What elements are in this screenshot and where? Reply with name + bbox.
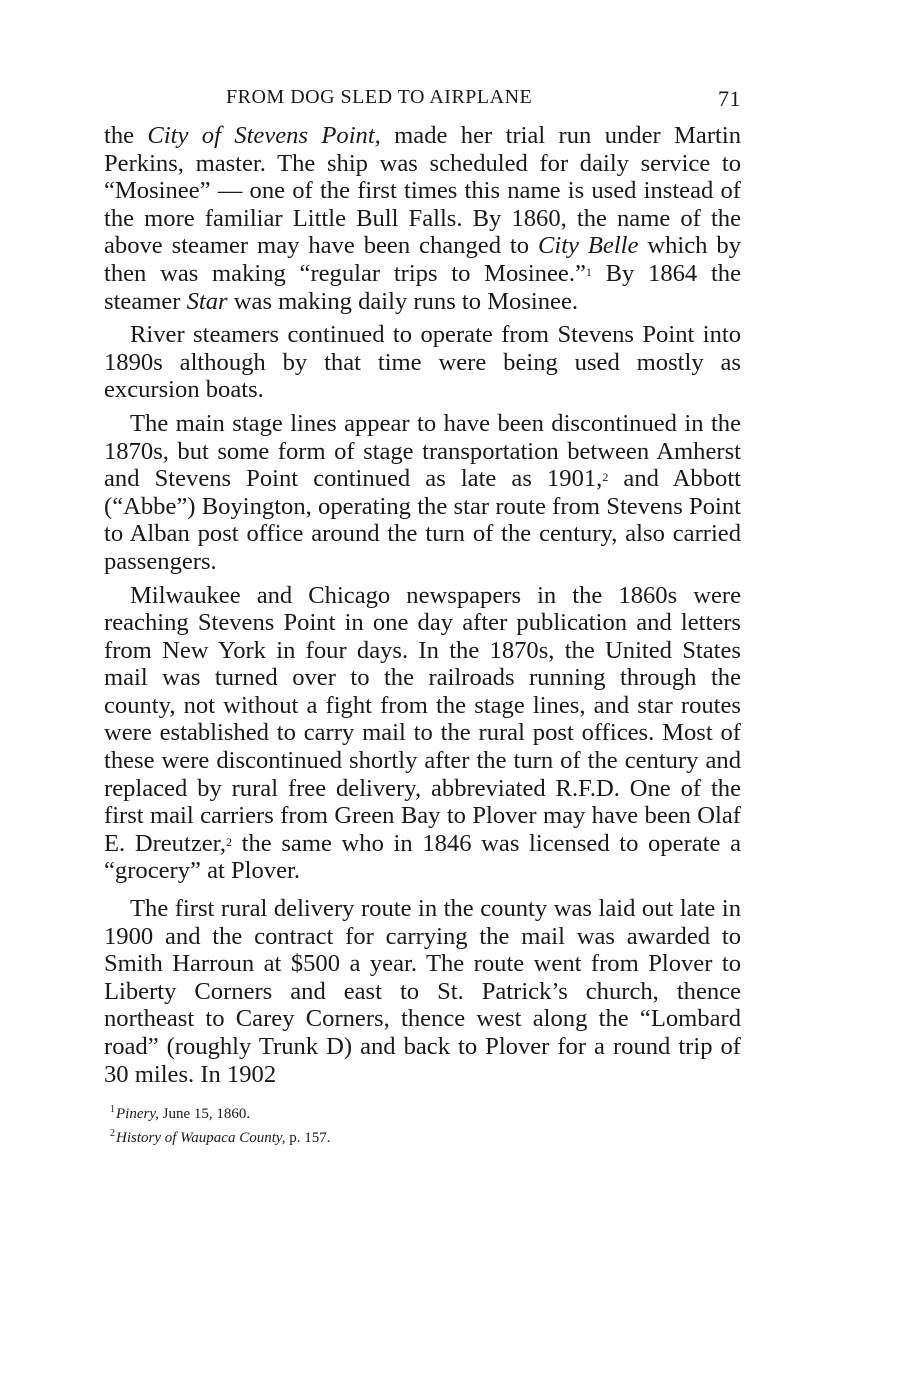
page-number: 71 — [718, 86, 741, 111]
text-run: which by then was making “regular trips to Mosinee.” — [104, 232, 742, 287]
footnote-marker: 1 — [585, 264, 592, 279]
body-text — [104, 122, 741, 1088]
paragraph-3 — [104, 410, 741, 576]
text-run: The main stage lines appear to have been discontinued in the 1870s, but some form of stage transportation between Amherst and Stevens Point continued as late as 1901, — [104, 409, 741, 493]
text-run: made her trial run under Martin Perkins, master. The ship was scheduled for daily service to “Mosinee” — one of the first times this name is used instead of the more familiar Little Bull Falls. By 1860, the name of the above steamer may have been changed to — [104, 122, 741, 260]
footnote-number: 2 — [110, 1128, 115, 1140]
text-run: Milwaukee and Chicago newspapers in the 1860s were reaching Stevens Point in one day after publication and letters from New York in four days. In the 1870s, the United States mail was turned over to the railroads running through the county, not without a fight from the stage lines, and star routes were established to carry mail to the rural post offices. Most of these were discontinued shortly after the turn of the century and replaced by rural free delivery, abbreviated R.F.D. One of the first mail carriers from Green Bay to Plover may have been Olaf E. Dreutzer, — [104, 581, 741, 857]
footnote-source-title: History of Waupaca County, — [116, 1130, 286, 1147]
ship-name-italic: City of Stevens Point, — [147, 122, 381, 149]
footnote-marker: 2 — [226, 834, 233, 849]
footnotes — [104, 1100, 741, 1148]
paragraph-2: River steamers continued to operate from Stevens Point into 1890s although by that time were being used mostly as excursion boats. — [104, 321, 741, 404]
text-run: the same who in 1846 was licensed to operate a “grocery” at Plover. — [104, 829, 741, 885]
ship-name-italic: City Belle — [537, 232, 639, 260]
footnote-1 — [110, 1100, 741, 1124]
text-run: and Abbott (“Abbe”) Boyington, operating the star route from Stevens Point to Alban post office around the turn of the century, also carried passengers. — [104, 465, 741, 575]
footnote-2 — [110, 1124, 741, 1148]
footnote-marker: 2 — [602, 470, 609, 485]
footnote-text: June 15, 1860. — [158, 1106, 251, 1123]
footnote-source-title: Pinery, — [116, 1106, 159, 1123]
footnote-number: 1 — [110, 1104, 115, 1116]
footnote-text: p. 157. — [285, 1130, 331, 1147]
text-run: By 1864 the steamer — [104, 259, 741, 315]
running-head — [104, 86, 741, 122]
text-run: the — [104, 122, 148, 149]
paragraph-5: The first rural delivery route in the county was laid out late in 1900 and the contract for carrying the mail was awarded to Smith Harroun at $500 a year. The route went from Plover to Liberty Corners and east to St. Patrick’s church, thence northeast to Carey Corners, thence west along the “Lombard road” (roughly Trunk D) and back to Plover for a round trip of 30 miles. In 1902 — [104, 895, 741, 1088]
ship-name-italic: Star — [186, 287, 228, 315]
book-page — [104, 86, 741, 1148]
text-run: was making daily runs to Mosinee. — [227, 287, 579, 315]
paragraph-1 — [104, 122, 741, 315]
paragraph-4 — [104, 582, 741, 886]
running-title: FROM DOG SLED TO AIRPLANE — [226, 86, 533, 108]
